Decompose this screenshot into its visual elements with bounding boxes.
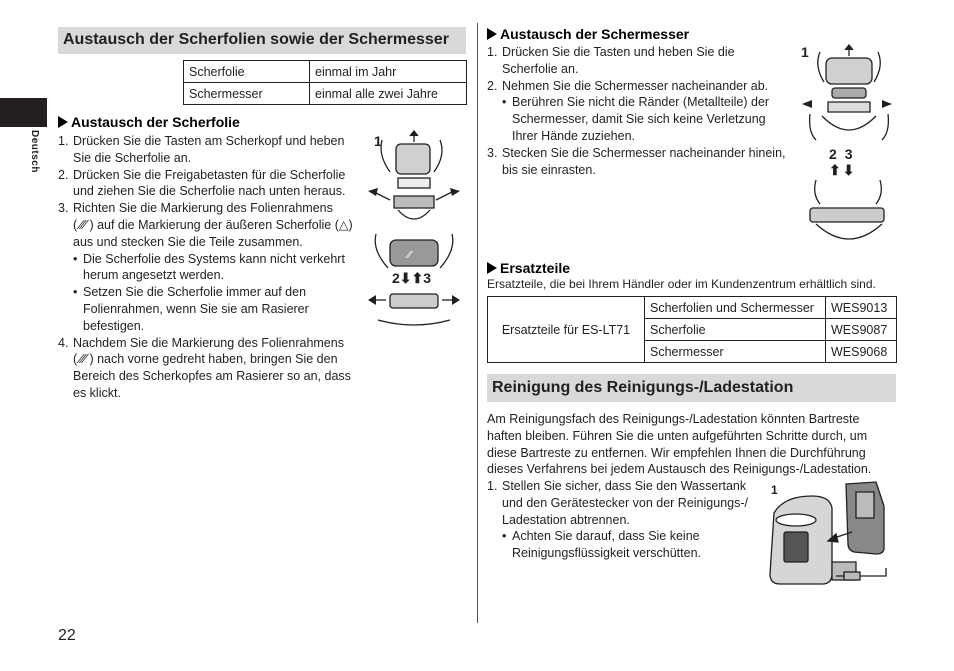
foil-frame-mark-icon: ⁄⁄⁄ bbox=[80, 352, 87, 367]
section-heading-replacement-text: Austausch der Scherfolien sowie der Schermesser bbox=[63, 31, 449, 48]
step-text: ) aus und stecken Sie die Teile zusammen. bbox=[73, 217, 353, 249]
step-text: Stecken Sie die Schermesser nacheinander hinein, bis sie einrasten. bbox=[502, 145, 786, 177]
arrow-down-icon: ⬇ bbox=[842, 162, 855, 178]
bullet: • bbox=[502, 95, 507, 110]
step-number: 1. bbox=[58, 134, 69, 148]
sub-heading-blades bbox=[487, 26, 689, 42]
table-cell: Schermesser bbox=[184, 83, 310, 105]
table-cell: Scherfolie bbox=[645, 319, 826, 341]
interval-table bbox=[183, 60, 467, 105]
step-text: Berühren Sie nicht die Ränder (Metallteile) der Schermesser, damit Sie sich keine Verletzung Ihrer Hände zuziehen. bbox=[512, 95, 770, 143]
step-number: 3. bbox=[487, 145, 498, 160]
step-number: 1. bbox=[487, 479, 498, 493]
cleaning-intro: Am Reinigungsfach des Reinigungs-/Ladestation könnten Bartreste haften bleiben. Führen Sie die unten aufgeführten Schritte durch, um diese Bartreste zu entfernen. Wir empfehlen Ihnen die Durchführung dieses Verfahrens bei jedem Austausch des Reinigungs-/Ladestation. bbox=[487, 412, 872, 477]
bullet: • bbox=[73, 285, 78, 300]
table-cell-model: Ersatzteile für ES-LT71 bbox=[488, 297, 645, 363]
table-cell: WES9087 bbox=[826, 319, 897, 341]
figure-step-label bbox=[392, 270, 431, 287]
blade-steps bbox=[487, 44, 787, 178]
table-cell: WES9013 bbox=[826, 297, 897, 319]
list-item bbox=[58, 200, 355, 250]
list-item bbox=[487, 44, 787, 78]
list-item bbox=[58, 335, 355, 402]
list-item bbox=[487, 478, 757, 528]
parts-intro: Ersatzteile, die bei Ihrem Händler oder im Kundenzentrum erhältlich sind. bbox=[487, 277, 876, 291]
list-item bbox=[58, 167, 355, 201]
triangle-mark-icon: △ bbox=[338, 217, 349, 232]
table-row bbox=[184, 61, 467, 83]
table-cell: Scherfolien und Schermesser bbox=[645, 297, 826, 319]
arrow-up-icon: ⬆ bbox=[411, 270, 424, 286]
table-cell: einmal im Jahr bbox=[310, 61, 467, 83]
foil-frame-mark-icon: ⁄⁄⁄ bbox=[80, 217, 87, 232]
step-text: Nehmen Sie die Schermesser nacheinander ab. bbox=[502, 78, 769, 93]
triangle-marker-icon bbox=[487, 28, 497, 40]
table-cell: Schermesser bbox=[645, 341, 826, 363]
arrow-down-icon: ⬇ bbox=[399, 270, 412, 286]
list-item bbox=[58, 251, 355, 285]
triangle-marker-icon bbox=[58, 116, 68, 128]
step-text: Setzen Sie die Scherfolie immer auf den Folienrahmen, wenn Sie sie am Rasierer befestigen. bbox=[83, 285, 309, 333]
step-text: Nachdem Sie die Markierung des Folienrahmens ( bbox=[73, 335, 344, 367]
list-item bbox=[487, 78, 787, 95]
sub-heading-foil-text: Austausch der Scherfolie bbox=[71, 114, 240, 130]
step-text: Richten Sie die Markierung des Folienrahmens ( bbox=[73, 201, 333, 232]
sub-heading-foil bbox=[58, 114, 240, 130]
table-cell: einmal alle zwei Jahre bbox=[310, 83, 467, 105]
svg-text:⁄⁄: ⁄⁄ bbox=[408, 250, 412, 261]
step-number: 4. bbox=[58, 335, 69, 350]
list-item bbox=[58, 284, 355, 334]
step-number: 1. bbox=[487, 45, 498, 59]
foil-steps bbox=[58, 133, 355, 402]
parts-table bbox=[487, 296, 897, 363]
step-number: 2. bbox=[58, 167, 69, 182]
step-text: Drücken Sie die Freigabetasten für die Scherfolie und ziehen Sie die Scherfolie nach unten heraus. bbox=[73, 167, 346, 199]
figure-label-2: 2 bbox=[392, 270, 400, 286]
figure-label-3: 3 bbox=[844, 146, 853, 162]
triangle-marker-icon bbox=[487, 262, 497, 274]
figure-step-label: 1 bbox=[801, 44, 809, 60]
page-number: 22 bbox=[58, 627, 76, 644]
list-item bbox=[487, 94, 787, 144]
table-row bbox=[184, 83, 467, 105]
column-divider bbox=[477, 23, 478, 623]
step-text: ) nach vorne gedreht haben, bringen Sie den Bereich des Scherkopfes am Rasierer so an, dass es klickt. bbox=[73, 352, 351, 400]
step-text: Achten Sie darauf, dass Sie keine Reinigungsflüssigkeit verschütten. bbox=[512, 529, 701, 561]
cleaning-steps bbox=[487, 478, 757, 562]
step-number: 2. bbox=[487, 78, 498, 93]
step-text: Stellen Sie sicher, dass Sie den Wassertank und den Gerätestecker von der Reinigungs-/ Ladestation abtrennen. bbox=[502, 479, 748, 527]
table-cell: Scherfolie bbox=[184, 61, 310, 83]
figure-label-3: 3 bbox=[423, 270, 432, 286]
figure-label-2: 2 bbox=[829, 146, 837, 162]
section-heading-cleaning-text: Reinigung des Reinigungs-/Ladestation bbox=[492, 379, 794, 396]
figure-step-label: 1 bbox=[374, 133, 382, 149]
step-text: ) auf die Markierung der äußeren Scherfolie ( bbox=[89, 217, 339, 232]
list-item bbox=[58, 133, 355, 167]
arrow-up-icon: ⬆ bbox=[829, 162, 841, 178]
shaver-foil-illustration bbox=[368, 130, 460, 330]
figure-step-label: 1 bbox=[771, 483, 778, 497]
cleaning-station-illustration bbox=[764, 478, 894, 593]
language-label: Deutsch bbox=[29, 130, 40, 173]
sub-heading-parts-text: Ersatzteile bbox=[500, 260, 571, 276]
step-text: Drücken Sie die Tasten am Scherkopf und heben Sie die Scherfolie an. bbox=[73, 134, 345, 165]
step-text: Drücken Sie die Tasten und heben Sie die Scherfolie an. bbox=[502, 45, 735, 76]
sub-heading-parts bbox=[487, 260, 570, 276]
bullet: • bbox=[502, 529, 507, 544]
step-text: Die Scherfolie des Systems kann nicht verkehrt herum angesetzt werden. bbox=[83, 251, 345, 283]
step-number: 3. bbox=[58, 201, 69, 216]
bullet: • bbox=[73, 251, 78, 266]
sub-heading-blades-text: Austausch der Schermesser bbox=[500, 26, 690, 42]
list-item bbox=[487, 145, 787, 179]
table-cell: WES9068 bbox=[826, 341, 897, 363]
language-tab bbox=[0, 98, 47, 127]
list-item bbox=[487, 528, 757, 562]
table-row bbox=[488, 297, 897, 319]
figure-step-label bbox=[829, 146, 854, 178]
